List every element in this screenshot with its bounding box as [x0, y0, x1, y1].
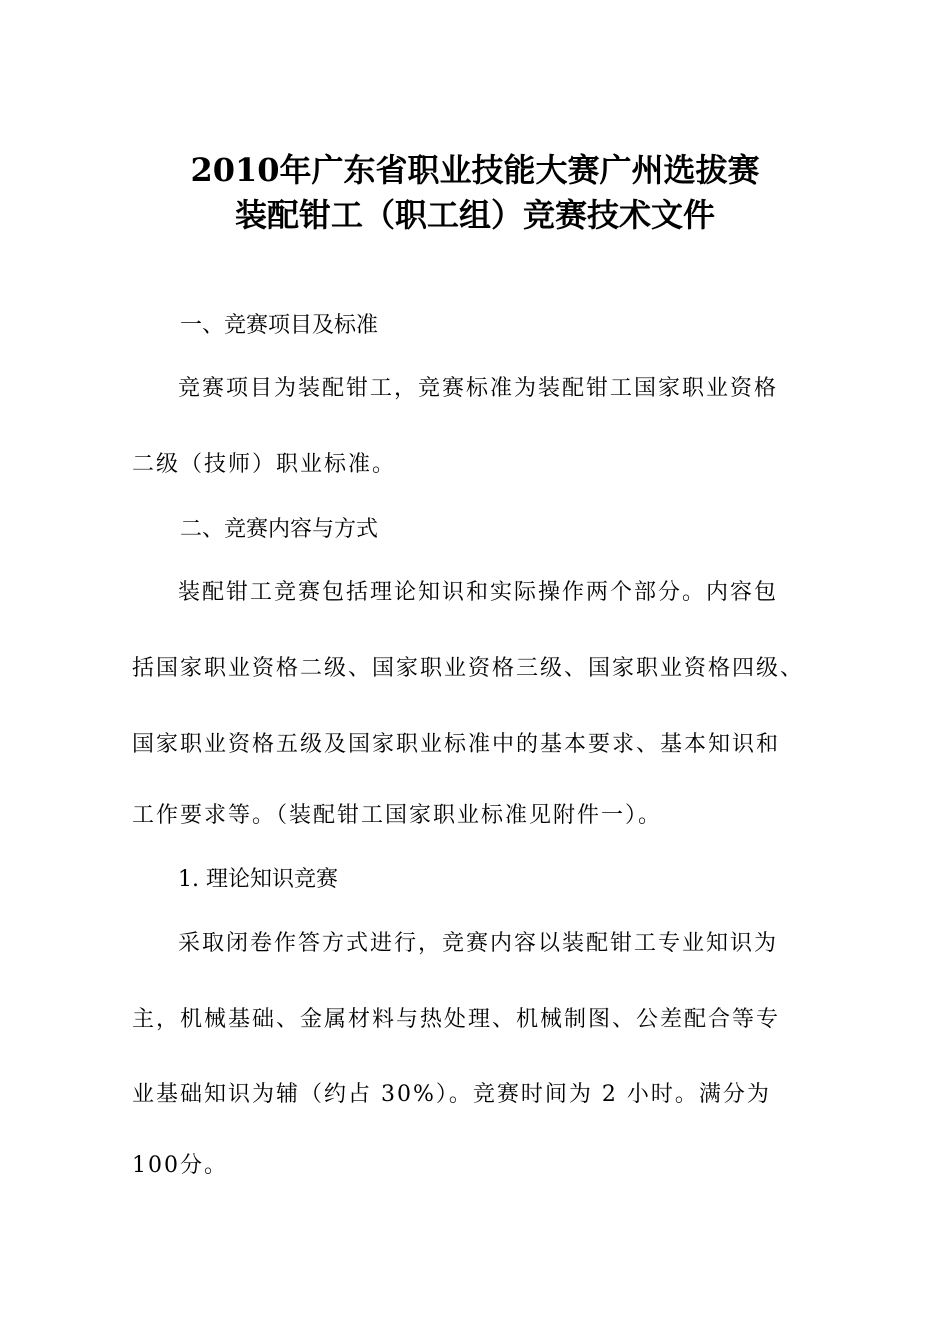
subsection-1-paragraph-line-4: 100分。: [132, 1153, 228, 1178]
section-2-paragraph-line-4: 工作要求等。（装配钳工国家职业标准见附件一）。: [132, 803, 663, 828]
subsection-1-paragraph-line-2: 主，机械基础、金属材料与热处理、机械制图、公差配合等专: [132, 1007, 781, 1032]
section-2-heading: 二、竞赛内容与方式: [180, 517, 379, 542]
section-2-paragraph-line-1: 装配钳工竞赛包括理论知识和实际操作两个部分。内容包: [178, 580, 779, 605]
subsection-1-paragraph-line-3: 业基础知识为辅（约占 30%）。竞赛时间为 2 小时。满分为: [132, 1082, 771, 1107]
section-2-paragraph-line-3: 国家职业资格五级及国家职业标准中的基本要求、基本知识和: [132, 732, 781, 757]
subsection-1-paragraph-line-1: 采取闭卷作答方式进行，竞赛内容以装配钳工专业知识为: [178, 931, 779, 956]
section-1-heading: 一、竞赛项目及标准: [180, 313, 379, 338]
subsection-1-heading: 1. 理论知识竞赛: [178, 867, 338, 892]
section-1-paragraph-line-2: 二级（技师）职业标准。: [132, 452, 397, 477]
document-title-line-1: 2010年广东省职业技能大赛广州选拔赛: [190, 151, 760, 189]
section-2-paragraph-line-2: 括国家职业资格二级、国家职业资格三级、国家职业资格四级、: [132, 656, 805, 681]
document-title-line-2: 装配钳工（职工组）竞赛技术文件: [234, 196, 715, 234]
section-1-paragraph-line-1: 竞赛项目为装配钳工，竞赛标准为装配钳工国家职业资格: [178, 376, 779, 401]
